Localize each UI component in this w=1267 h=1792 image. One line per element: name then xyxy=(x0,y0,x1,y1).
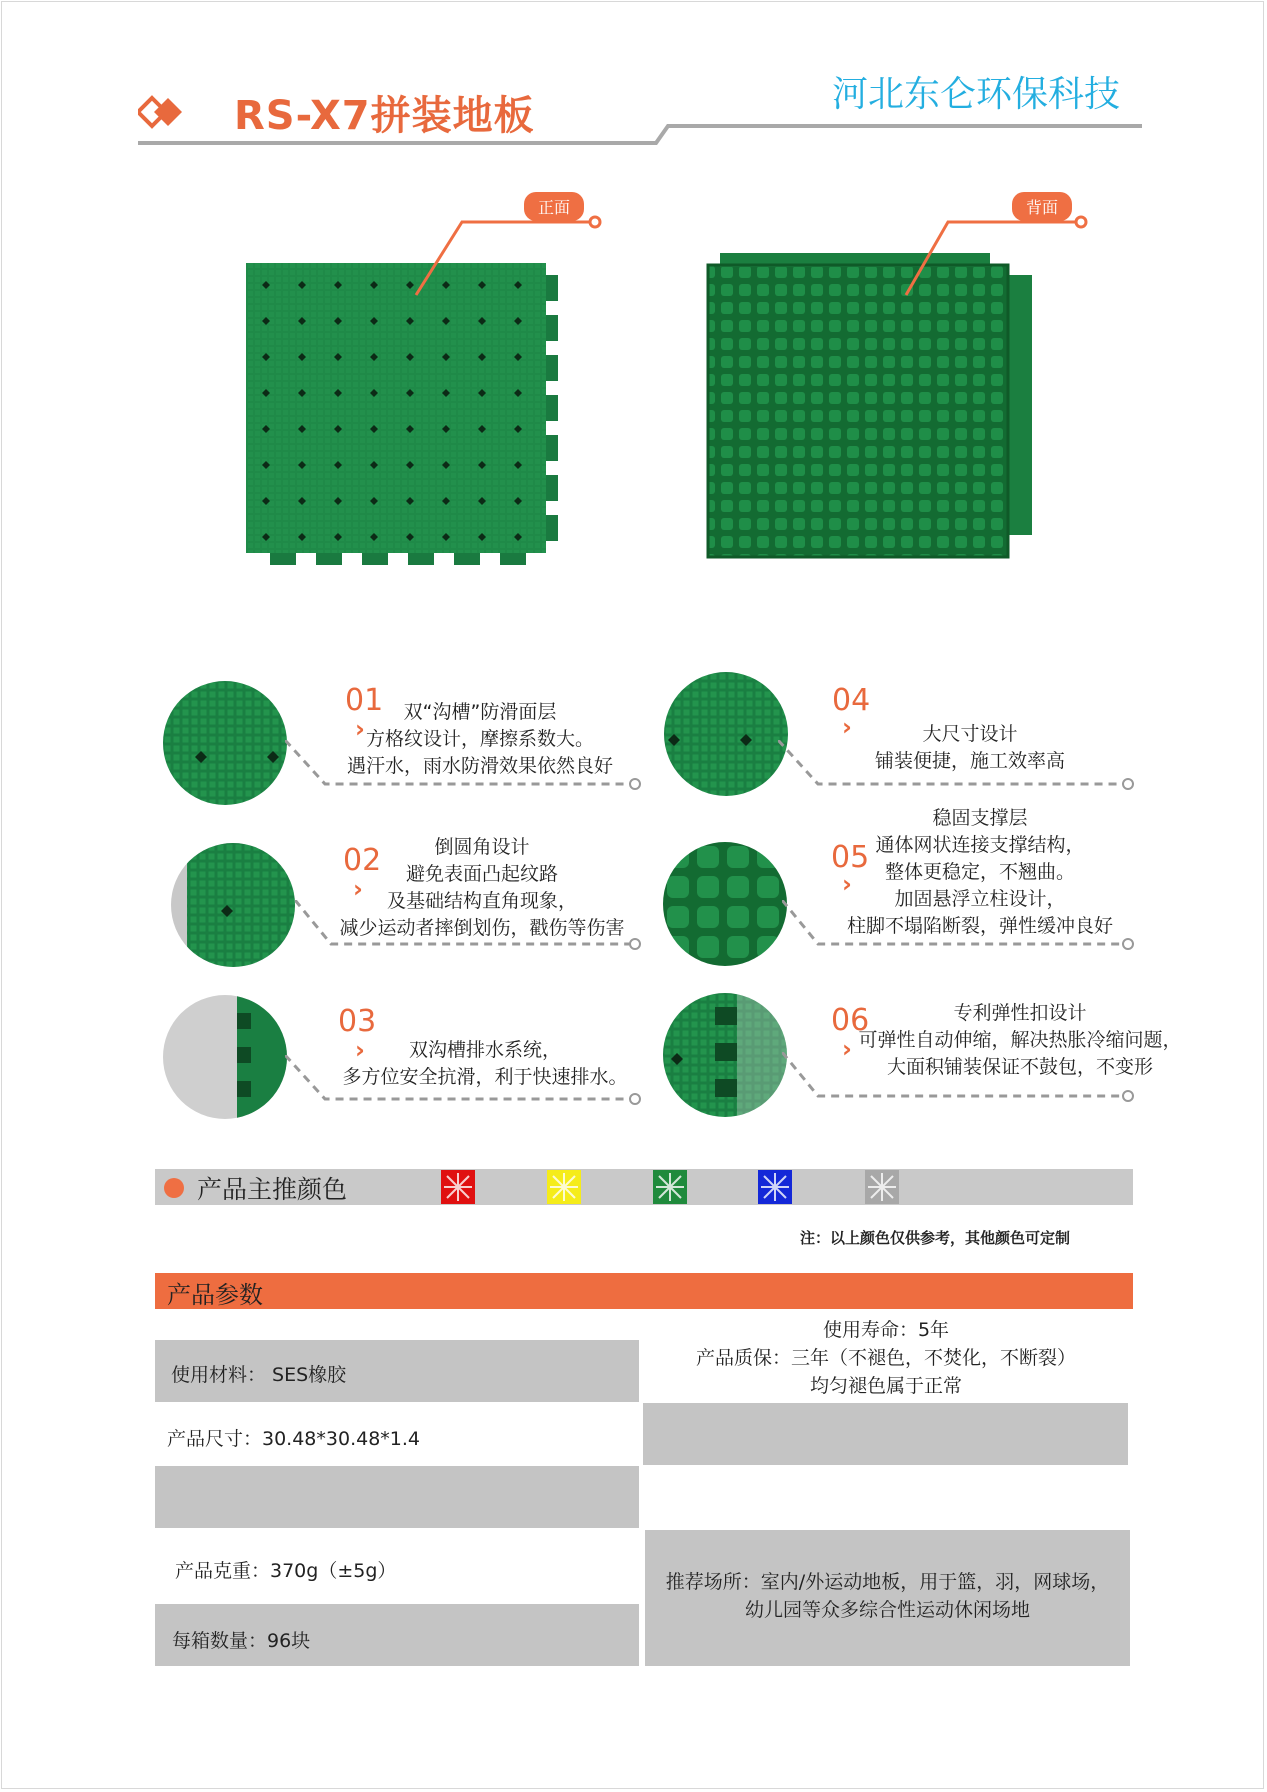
feature-04-number: 04 xyxy=(832,683,871,718)
feature-05-image xyxy=(663,842,787,966)
param-life: 使用寿命：5年 产品质保：三年（不褪色，不焚化，不断裂） 均匀褪色属于正常 xyxy=(695,1319,1076,1397)
color-swatch xyxy=(441,1170,475,1204)
tag-back: 背面 xyxy=(1012,192,1072,221)
tag-front: 正面 xyxy=(524,192,584,221)
param-box: 每箱数量：96块 xyxy=(172,1630,311,1652)
color-bar-label: 产品主推颜色 xyxy=(197,1175,348,1204)
feature-02-text: 倒圆角设计 避免表面凸起纹路 及基础结构直角现象， 减少运动者摔倒划伤，戳伤等伤害 xyxy=(339,836,625,939)
feature-01-arrow-icon: › xyxy=(355,715,365,743)
feature-06-arrow-icon: › xyxy=(842,1035,852,1063)
tile-front-image xyxy=(240,255,560,575)
feature-01-image xyxy=(163,681,287,805)
company-name: 河北东仑环保科技 xyxy=(832,74,1121,115)
feature-03-image xyxy=(163,995,287,1119)
diamond-logo-icon xyxy=(138,95,188,129)
page-title: RS-X7拼装地板 xyxy=(234,93,535,139)
color-swatch xyxy=(547,1170,581,1204)
feature-06-number: 06 xyxy=(831,1003,870,1038)
params-title: 产品参数 xyxy=(167,1281,263,1309)
feature-06-text: 专利弹性扣设计 可弹性自动伸缩，解决热胀冷缩问题， 大面积铺装保证不鼓包，不变形 xyxy=(858,1002,1182,1078)
param-weight: 产品克重：370g（±5g） xyxy=(175,1560,397,1582)
feature-03-text: 双沟槽排水系统， 多方位安全抗滑，利于快速排水。 xyxy=(342,1039,628,1088)
feature-02-image xyxy=(171,843,295,967)
param-cell-empty-left xyxy=(155,1466,639,1528)
feature-04-text: 大尺寸设计 铺装便捷，施工效率高 xyxy=(874,723,1065,772)
feature-05-text: 稳固支撑层 通体网状连接支撑结构， 整体更稳定，不翘曲。 加固悬浮立柱设计， 柱脚不塌陷断裂，弹性缓冲良好 xyxy=(846,807,1113,937)
bullet-dot-icon xyxy=(164,1178,184,1198)
feature-03-number: 03 xyxy=(338,1004,377,1039)
param-material: 使用材料： SES橡胶 xyxy=(171,1364,347,1386)
feature-01-number: 01 xyxy=(345,683,384,718)
feature-06-image xyxy=(663,993,787,1117)
feature-03-arrow-icon: › xyxy=(355,1036,365,1064)
color-swatch xyxy=(865,1170,899,1204)
feature-05-number: 05 xyxy=(831,840,870,875)
feature-05-arrow-icon: › xyxy=(842,870,852,898)
feature-02-arrow-icon: › xyxy=(353,875,363,903)
param-size: 产品尺寸：30.48*30.48*1.4 xyxy=(167,1428,421,1450)
feature-01-text: 双“沟槽”防滑面层 方格纹设计，摩擦系数大。 遇汗水，雨水防滑效果依然良好 xyxy=(346,701,613,777)
params-header-bar xyxy=(155,1273,1133,1309)
feature-04-image xyxy=(664,672,788,796)
param-cell-empty-right xyxy=(643,1403,1128,1465)
feature-02-number: 02 xyxy=(343,843,382,878)
param-venue: 推荐场所：室内/外运动地板，用于篮，羽，网球场， 幼儿园等众多综合性运动休闲场地 xyxy=(665,1571,1110,1621)
color-note: 注：以上颜色仅供参考，其他颜色可定制 xyxy=(800,1229,1071,1247)
color-swatch xyxy=(758,1170,792,1204)
color-swatch xyxy=(653,1170,687,1204)
feature-04-arrow-icon: › xyxy=(842,713,852,741)
